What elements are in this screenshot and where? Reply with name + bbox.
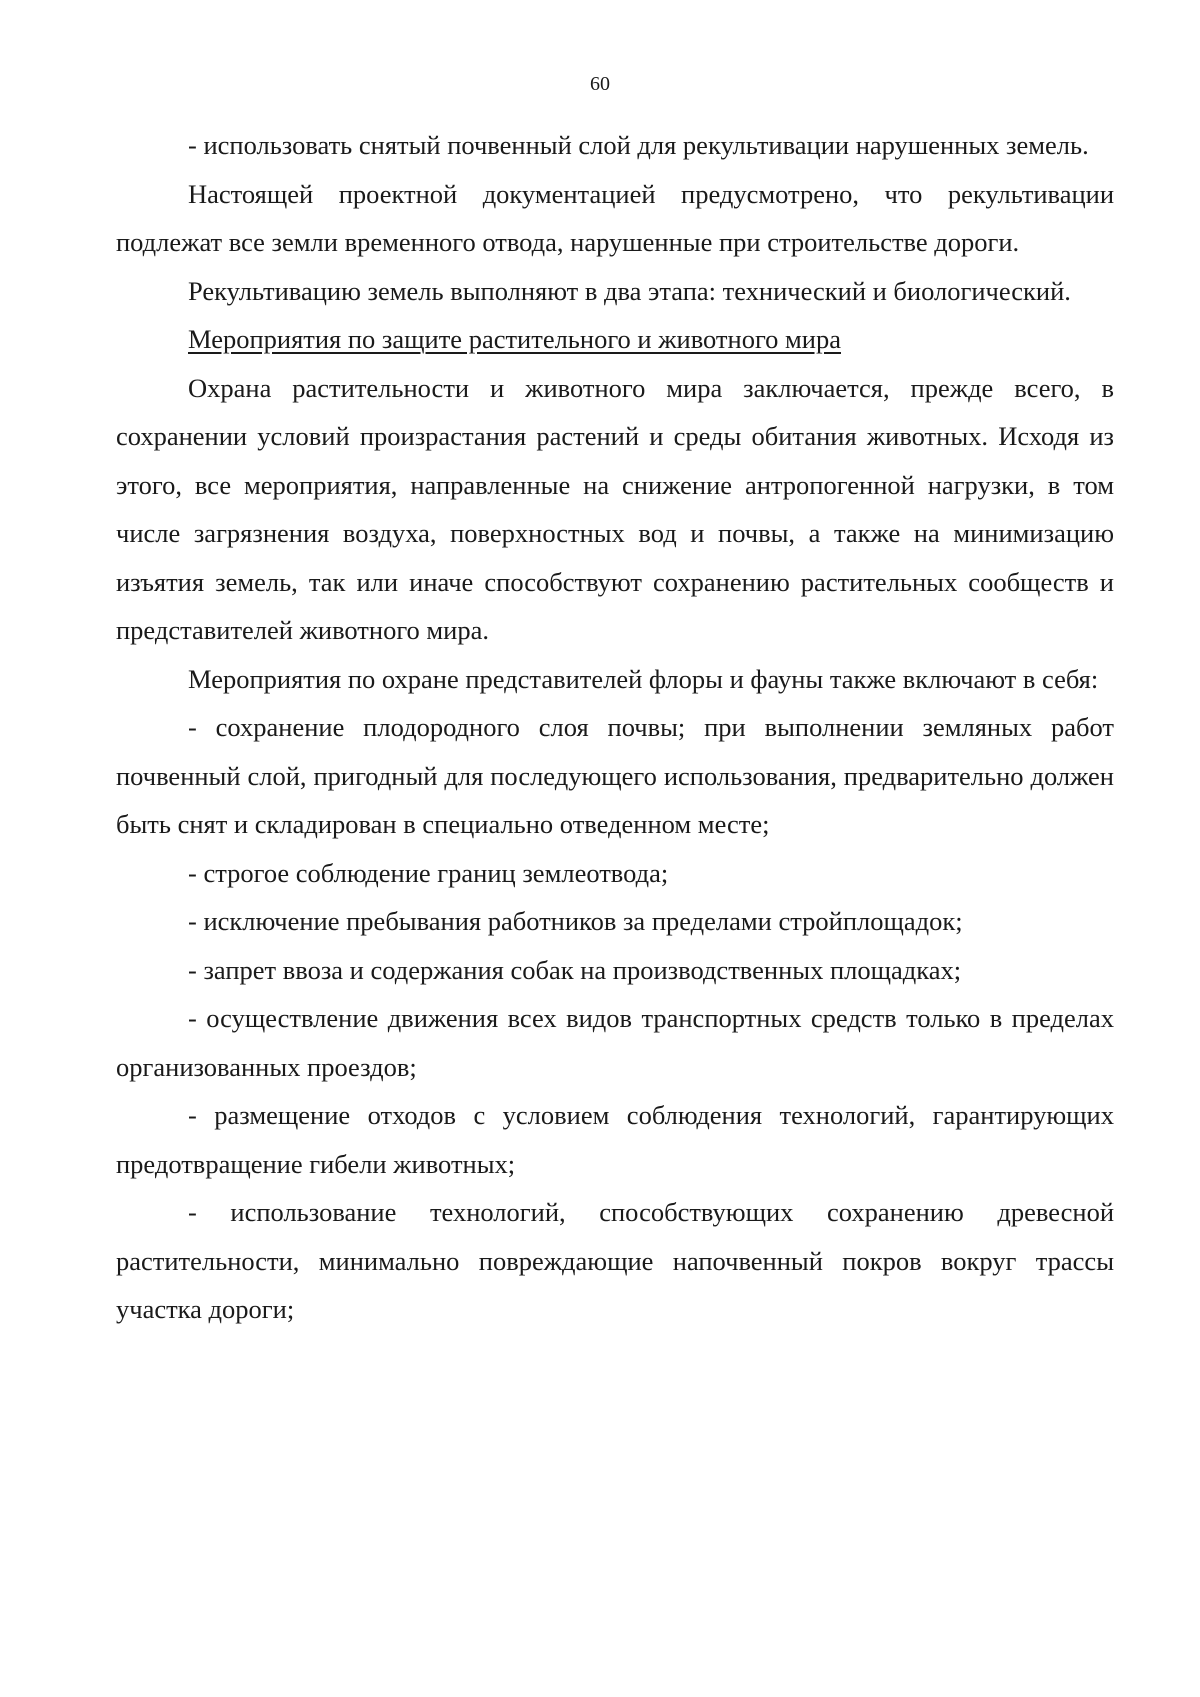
paragraph-protection-intro: Охрана растительности и животного мира заключается, прежде всего, в сохранении условий произрастания растений и среды обитания животных. Исходя из этого, все мероприятия, направленные на снижение антропогенной нагрузки, в том числе загрязнения воздуха, поверхностных вод и почвы, а также на минимизацию изъятия земель, так или иначе способствуют сохранению растительных сообществ и представителей животного мира. [116,372,1114,645]
list-item: - использование технологий, способствующих сохранению древесной растительности, минимально повреждающие напочвенный покров вокруг трассы участка дороги; [116,1197,1114,1324]
list-item: - осуществление движения всех видов транспортных средств только в пределах организованных проездов; [116,1003,1114,1082]
list-item: - запрет ввоза и содержания собак на производственных площадках; [188,954,962,985]
list-item: - сохранение плодородного слоя почвы; при выполнении земляных работ почвенный слой, пригодный для последующего использования, предварительно должен быть снят и складирован в специально отведенном месте; [116,712,1114,839]
paragraph-reclamation-stages: Рекультивацию земель выполняют в два этапа: технический и биологический. [188,275,1071,306]
page-content [116,121,1114,1334]
page-number: 60 [590,73,610,95]
list-item: - исключение пребывания работников за пределами стройплощадок; [188,906,963,936]
list-item: - строгое соблюдение границ землеотвода; [188,857,669,888]
paragraph-reclamation-topsoil: - использовать снятый почвенный слой для рекультивации нарушенных земель. [188,130,1089,160]
list-item: - размещение отходов с условием соблюдения технологий, гарантирующих предотвращение гибели животных; [116,1100,1114,1179]
paragraph-measures-lead: Мероприятия по охране представителей флоры и фауны также включают в себя: [188,663,1099,694]
section-heading: Мероприятия по защите растительного и животного мира [188,324,841,354]
paragraph-reclamation-scope: Настоящей проектной документацией предусмотрено, что рекультивации подлежат все земли временного отвода, нарушенные при строительстве дороги. [116,178,1114,257]
